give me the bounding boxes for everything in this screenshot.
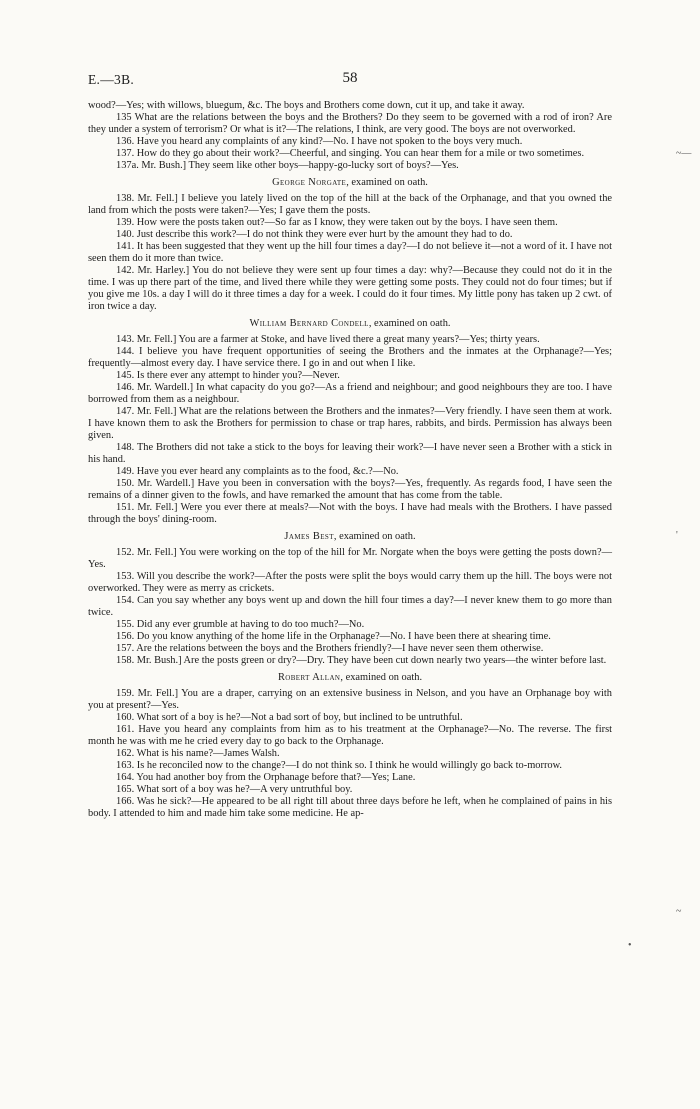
- testimony-paragraph: 150. Mr. Wardell.] Have you been in conversation with the boys?—Yes, frequently. As regards food, I have seen the remains of a dinner given to the fowls, and have remarked the amount that has come from the table.: [88, 478, 612, 501]
- witness-heading: [88, 177, 612, 189]
- testimony-paragraph: 136. Have you heard any complaints of any kind?—No. I have not spoken to the boys very much.: [116, 136, 523, 147]
- testimony-paragraph: 161. Have you heard any complaints from him as to his treatment at the Orphanage?—No. The reverse. The first month he was with me he cried every day to go back to the Orphanage.: [88, 724, 612, 747]
- testimony-paragraph: 159. Mr. Fell.] You are a draper, carrying on an extensive business in Nelson, and you have an Orphanage boy with you at present?—Yes.: [88, 688, 612, 711]
- witness-name: Robert Allan: [277, 672, 341, 683]
- witness-heading: [88, 672, 612, 684]
- testimony-paragraph: 137. How do they go about their work?—Cheerful, and singing. You can hear them for a mile or two sometimes.: [116, 148, 585, 159]
- testimony-paragraph: 135 What are the relations between the boys and the Brothers? Do they seem to be governed with a rod of iron? Are they under a system of terrorism? Or what is it?—The relations, I think, are very good. The boys are not overworked.: [88, 112, 612, 135]
- testimony-paragraph: 162. What is his name?—James Walsh.: [116, 748, 280, 759]
- testimony-paragraph: 165. What sort of a boy was he?—A very untruthful boy.: [116, 784, 353, 795]
- page-header: [88, 72, 612, 92]
- testimony-paragraph: 143. Mr. Fell.] You are a farmer at Stoke, and have lived there a great many years?—Yes; thirty years.: [116, 334, 540, 345]
- testimony-paragraph: 166. Was he sick?—He appeared to be all right till about three days before he left, when he complained of pains in his body. I attended to him and made him take some medicine. He ap-: [88, 796, 612, 819]
- testimony-paragraph: 160. What sort of a boy is he?—Not a bad sort of boy, but inclined to be untruthful.: [116, 712, 463, 723]
- testimony-paragraph: 138. Mr. Fell.] I believe you lately lived on the top of the hill at the back of the Orphanage, and that you owned the land from which the posts were taken?—Yes; I gave them the posts.: [88, 193, 612, 216]
- margin-mark-dash: ~: [676, 906, 682, 917]
- testimony-paragraph: 140. Just describe this work?—I do not think they were ever hurt by the amount they had to do.: [116, 229, 513, 240]
- margin-mark-dot: •: [628, 940, 632, 951]
- testimony-paragraph: 147. Mr. Fell.] What are the relations between the Brothers and the inmates?—Very friendly. I have seen them at work. I have known them to ask the Brothers for permission to chase or trap hares, rabbits, and birds. Permission has always been given.: [88, 406, 612, 441]
- testimony-paragraph: 144. I believe you have frequent opportunities of seeing the Brothers and the inmates at the Orphanage?—Yes; frequently—almost every day. I have service there. I go in and out when I like.: [88, 346, 612, 369]
- testimony-paragraph: 157. Are the relations between the boys and the Brothers friendly?—I have never seen them otherwise.: [116, 643, 544, 654]
- margin-mark-dash: ~—: [676, 148, 692, 159]
- testimony-paragraph: 163. Is he reconciled now to the change?—I do not think so. I think he would willingly go back to-morrow.: [116, 760, 563, 771]
- witness-oath-note: , examined on oath.: [368, 318, 451, 329]
- testimony-paragraph: 155. Did any ever grumble at having to do too much?—No.: [116, 619, 365, 630]
- witness-name: William Bernard Condell: [249, 318, 369, 329]
- testimony-paragraph: 153. Will you describe the work?—After the posts were split the boys would carry them up the hill. The boys were not overworked. They were as merry as crickets.: [88, 571, 612, 594]
- testimony-paragraph: 145. Is there ever any attempt to hinder you?—Never.: [116, 370, 340, 381]
- witness-name: George Norgate: [272, 177, 347, 188]
- testimony-paragraph: 141. It has been suggested that they went up the hill four times a day?—I do not believe it—not a word of it. I have not seen them do it more than twice.: [88, 241, 612, 264]
- page-body: [88, 100, 612, 820]
- testimony-paragraph: 139. How were the posts taken out?—So far as I know, they were taken out by the boys. I have seen them.: [116, 217, 558, 228]
- testimony-paragraph: 152. Mr. Fell.] You were working on the top of the hill for Mr. Norgate when the boys were getting the posts down?—Yes.: [88, 547, 612, 570]
- testimony-paragraph: 158. Mr. Bush.] Are the posts green or dry?—Dry. They have been cut down nearly two years—the winter before last.: [116, 655, 607, 666]
- testimony-paragraph: 149. Have you ever heard any complaints as to the food, &c.?—No.: [116, 466, 399, 477]
- testimony-paragraph: wood?—Yes; with willows, bluegum, &c. The boys and Brothers come down, cut it up, and take it away.: [88, 100, 525, 111]
- testimony-paragraph: 146. Mr. Wardell.] In what capacity do you go?—As a friend and neighbour; and good neighbours they are too. I have borrowed from them as a neighbour.: [88, 382, 612, 405]
- testimony-paragraph: 156. Do you know anything of the home life in the Orphanage?—No. I have been there at shearing time.: [116, 631, 551, 642]
- page-number: 58: [342, 70, 358, 86]
- witness-oath-note: , examined on oath.: [333, 531, 416, 542]
- testimony-paragraph: 151. Mr. Fell.] Were you ever there at meals?—Not with the boys. I have had meals with the Brothers. I have passed through the boys' dining-room.: [88, 502, 612, 525]
- witness-name: James Best: [284, 531, 334, 542]
- testimony-paragraph: 164. You had another boy from the Orphanage before that?—Yes; Lane.: [116, 772, 416, 783]
- witness-oath-note: , examined on oath.: [340, 672, 423, 683]
- testimony-paragraph: 154. Can you say whether any boys went up and down the hill four times a day?—I never knew them to go more than twice.: [88, 595, 612, 618]
- testimony-paragraph: 148. The Brothers did not take a stick to the boys for leaving their work?—I have never seen a Brother with a stick in his hand.: [88, 442, 612, 465]
- witness-heading: [88, 531, 612, 543]
- testimony-paragraph: 137a. Mr. Bush.] They seem like other boys—happy-go-lucky sort of boys?—Yes.: [116, 160, 459, 171]
- witness-heading: [88, 318, 612, 330]
- testimony-paragraph: 142. Mr. Harley.] You do not believe they were sent up four times a day: why?—Because they could not do it in the time. I was up there part of the time, and lived there while they were getting some posts. They could not do four times; but if you give me 10s. a day I will do it three times a day for a week. I could do it four times. My little pony has taken up 2 cwt. of iron twice a day.: [88, 265, 612, 312]
- witness-oath-note: , examined on oath.: [346, 177, 428, 188]
- margin-mark-tick: ': [676, 530, 678, 541]
- report-code: E.—3B.: [88, 72, 135, 87]
